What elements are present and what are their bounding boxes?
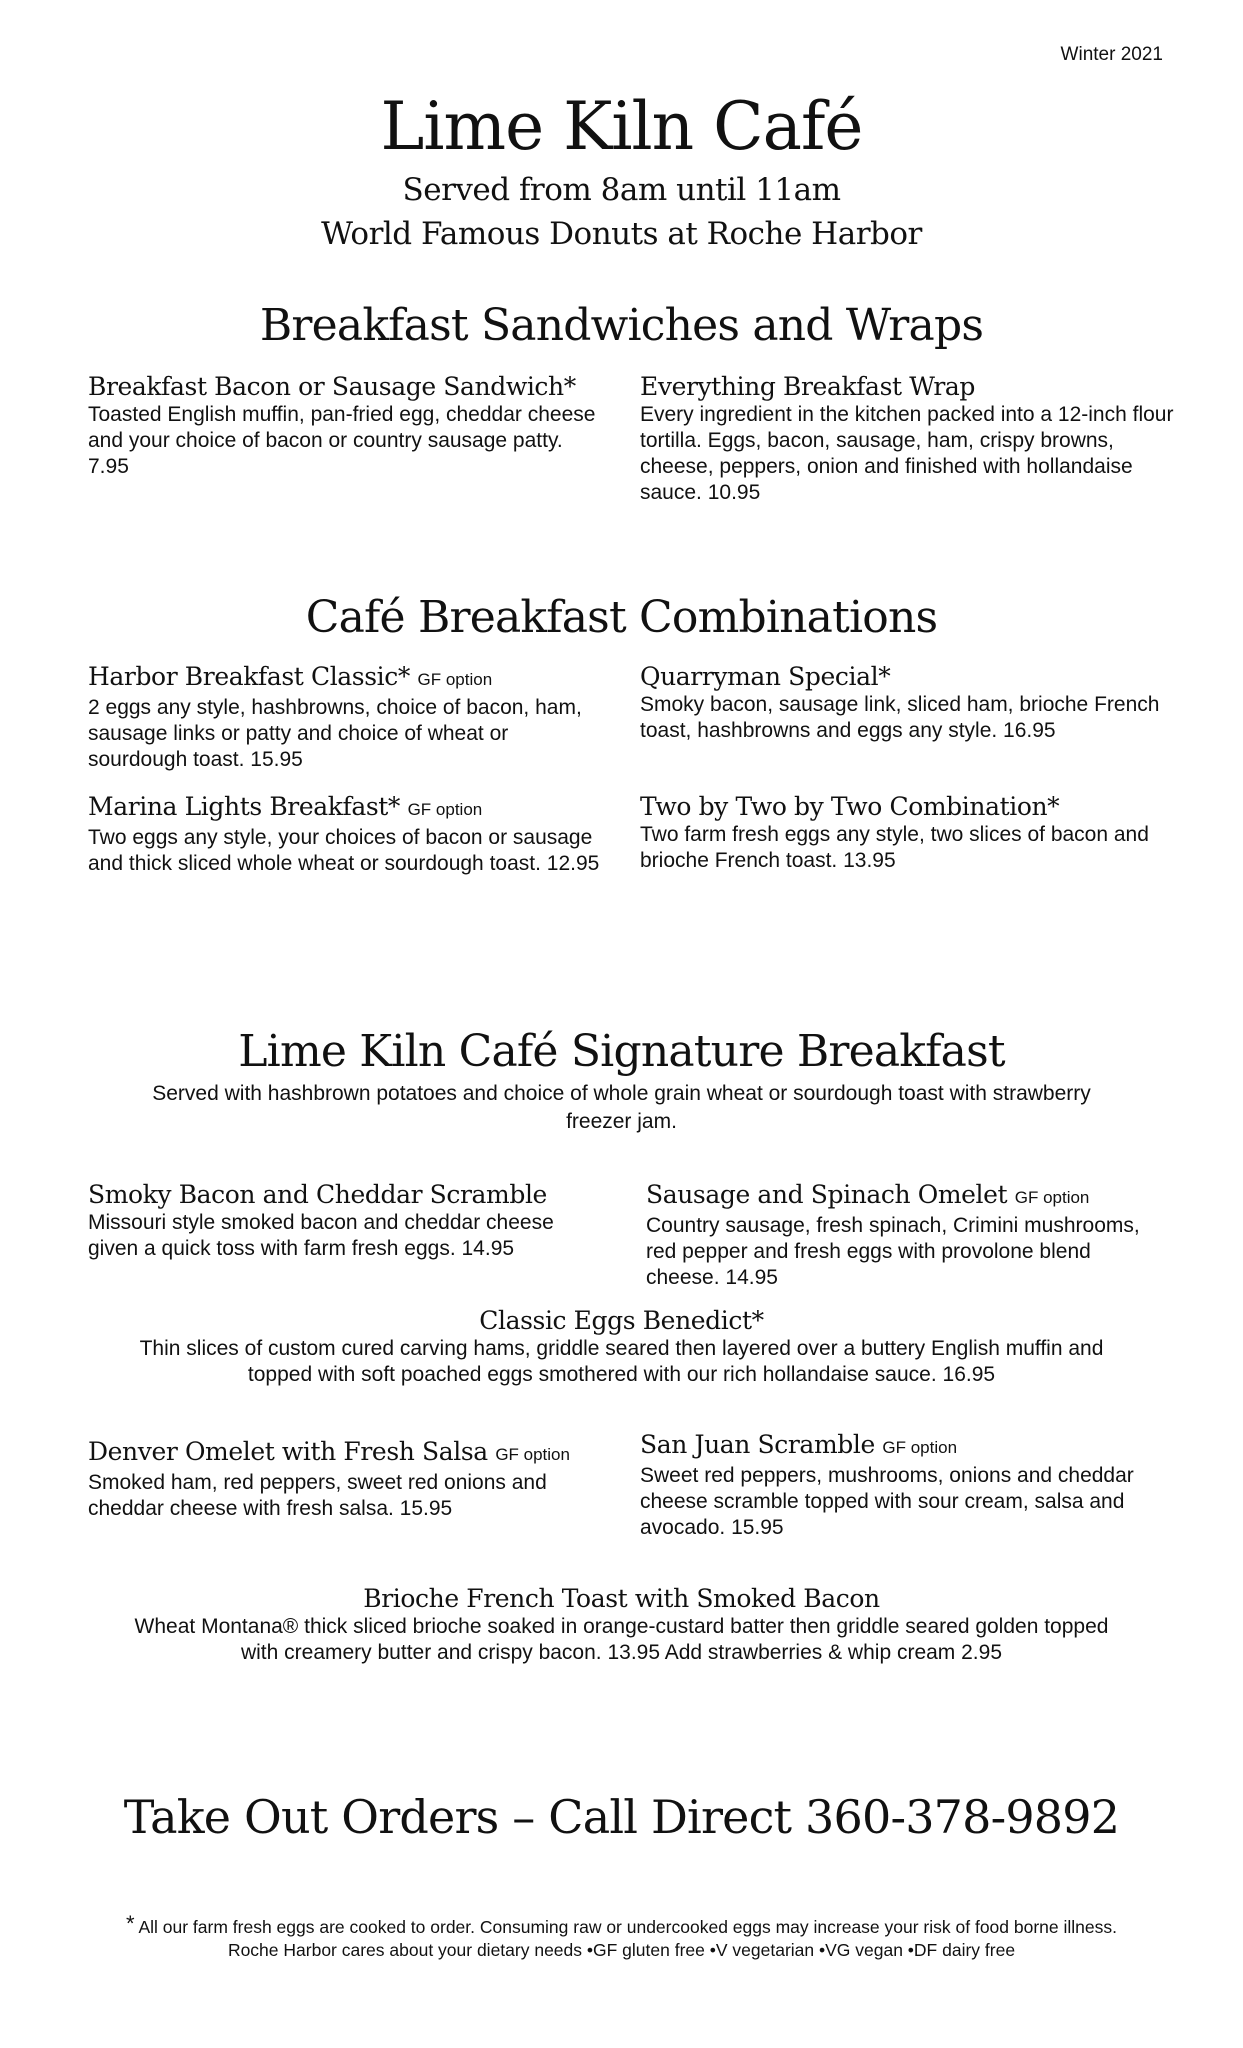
tagline: World Famous Donuts at Roche Harbor — [321, 216, 922, 252]
gf-option-tag: GF option — [417, 670, 493, 689]
asterisk-marker: * — [125, 1911, 135, 1936]
menu-item-centered — [120, 1584, 1123, 1666]
item-name: Quarryman Special* — [640, 662, 891, 691]
item-description: Every ingredient in the kitchen packed into a 12-inch flour tortilla. Eggs, bacon, sausage, ham, crispy browns, cheese, peppers, onion and finished with hollandaise sauce. 10.95 — [640, 403, 1174, 504]
footer — [0, 1912, 1243, 1962]
menu-item — [646, 1180, 1166, 1291]
item-name-line — [88, 1437, 608, 1470]
item-name: San Juan Scramble — [640, 1430, 875, 1459]
item-description: Thin slices of custom cured carving hams, griddle seared then layered over a buttery English muffin and topped with soft poached eggs smothered with our rich hollandaise sauce. 16.95 — [139, 1337, 1104, 1386]
menu-item — [640, 792, 1160, 874]
gf-option-tag: GF option — [1014, 1188, 1090, 1207]
item-name: Classic Eggs Benedict* — [479, 1306, 764, 1335]
item-name-line — [646, 1180, 1166, 1213]
menu-item — [88, 792, 608, 877]
item-name: Sausage and Spinach Omelet — [646, 1180, 1008, 1209]
menu-item-centered — [120, 1306, 1123, 1388]
menu-item — [88, 372, 608, 480]
disclaimer-text: All our farm fresh eggs are cooked to order. Consuming raw or undercooked eggs may increase your risk of food borne illness. — [138, 1917, 1118, 1937]
item-name: Two by Two by Two Combination* — [640, 792, 1060, 821]
item-name: Brioche French Toast with Smoked Bacon — [363, 1584, 880, 1613]
item-name: Smoky Bacon and Cheddar Scramble — [88, 1180, 547, 1209]
item-description: Wheat Montana® thick sliced brioche soaked in orange-custard batter then griddle seared golden topped with creamery butter and crispy bacon. 13.95 Add strawberries & whip cream 2.95 — [134, 1615, 1109, 1664]
disclaimer-line — [0, 1912, 1243, 1939]
page-title: Lime Kiln Café — [380, 88, 863, 165]
service-hours: Served from 8am until 11am — [402, 172, 841, 208]
item-description: 2 eggs any style, hashbrowns, choice of bacon, ham, sausage links or patty and choice of wheat or sourdough toast. 15.95 — [88, 696, 582, 771]
item-description: Two farm fresh eggs any style, two slices of bacon and brioche French toast. 13.95 — [640, 823, 1149, 872]
item-description: Two eggs any style, your choices of bacon or sausage and thick sliced whole wheat or sourdough toast. 12.95 — [88, 826, 600, 875]
menu-item — [88, 662, 608, 773]
menu-item — [640, 1430, 1160, 1541]
item-description: Toasted English muffin, pan-fried egg, cheddar cheese and your choice of bacon or country sausage patty. 7.95 — [88, 403, 596, 478]
gf-option-tag: GF option — [495, 1445, 570, 1464]
item-name-line — [88, 792, 608, 825]
item-name: Breakfast Bacon or Sausage Sandwich* — [88, 372, 576, 401]
menu-item — [88, 1437, 608, 1522]
item-description: Country sausage, fresh spinach, Crimini mushrooms, red pepper and fresh eggs with provolone blend cheese. 14.95 — [646, 1214, 1140, 1289]
dietary-legend: Roche Harbor cares about your dietary needs •GF gluten free •V vegetarian •VG vegan •DF dairy free — [227, 1940, 1016, 1960]
item-name: Everything Breakfast Wrap — [640, 372, 976, 401]
item-name: Marina Lights Breakfast* — [88, 792, 401, 821]
menu-item — [640, 662, 1160, 744]
season-label: Winter 2021 — [1060, 44, 1163, 65]
gf-option-tag: GF option — [407, 800, 483, 819]
item-description: Missouri style smoked bacon and cheddar cheese given a quick toss with farm fresh eggs. 14.95 — [88, 1211, 554, 1260]
item-name-line — [88, 662, 608, 695]
item-name: Denver Omelet with Fresh Salsa — [88, 1437, 488, 1466]
item-description: Smoky bacon, sausage link, sliced ham, brioche French toast, hashbrowns and eggs any style. 16.95 — [640, 693, 1160, 742]
section-heading-sandwiches: Breakfast Sandwiches and Wraps — [259, 300, 984, 351]
section-heading-combinations: Café Breakfast Combinations — [305, 592, 938, 643]
section-heading-signature: Lime Kiln Café Signature Breakfast — [238, 1026, 1005, 1077]
item-name: Harbor Breakfast Classic* — [88, 662, 410, 691]
menu-item — [640, 372, 1175, 506]
item-description: Smoked ham, red peppers, sweet red onions and cheddar cheese with fresh salsa. 15.95 — [88, 1471, 547, 1520]
section-note: Served with hashbrown potatoes and choice of whole grain wheat or sourdough toast with strawberry freezer jam. — [152, 1082, 1091, 1133]
gf-option-tag: GF option — [882, 1438, 958, 1457]
takeout-phone-banner: Take Out Orders – Call Direct 360-378-9892 — [123, 1790, 1120, 1844]
item-name-line — [640, 1430, 1160, 1463]
item-description: Sweet red peppers, mushrooms, onions and cheddar cheese scramble topped with sour cream, salsa and avocado. 15.95 — [640, 1464, 1134, 1539]
menu-item — [88, 1180, 608, 1262]
